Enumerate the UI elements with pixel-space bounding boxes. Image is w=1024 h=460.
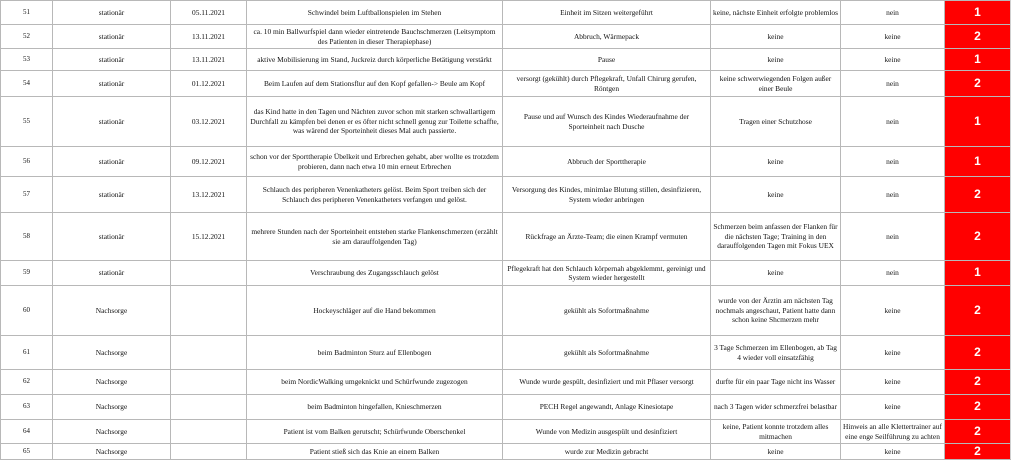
date-cell: 13.11.2021 [171,49,247,71]
date-cell [171,395,247,420]
setting-cell: Nachsorge [53,286,171,336]
severity-cell: 2 [945,420,1011,444]
staff-cell: keine [841,370,945,395]
staff-cell: nein [841,1,945,25]
severity-cell: 1 [945,147,1011,177]
staff-cell: nein [841,71,945,97]
setting-cell: stationär [53,213,171,261]
consequence-cell: keine [711,147,841,177]
staff-cell: nein [841,177,945,213]
row-number: 59 [1,261,53,286]
action-cell: Abbruch, Wärmepack [503,25,711,49]
table-row [1,71,1011,97]
staff-cell: nein [841,147,945,177]
event-cell: Beim Laufen auf dem Stationsflur auf den Kopf gefallen-> Beule am Kopf [247,71,503,97]
date-cell [171,261,247,286]
setting-cell: stationär [53,177,171,213]
action-cell: Pause und auf Wunsch des Kindes Wiederaufnahme der Sporteinheit nach Dusche [503,97,711,147]
event-cell: Schwindel beim Luftballonspielen im Stehen [247,1,503,25]
severity-cell: 2 [945,370,1011,395]
event-cell: mehrere Stunden nach der Sporteinheit entstehen starke Flankenschmerzen (erzählt sie am darauffolgenden Tag) [247,213,503,261]
table-row [1,147,1011,177]
severity-cell: 1 [945,97,1011,147]
event-cell: Patient ist vom Balken gerutscht; Schürfwunde Oberschenkel [247,420,503,444]
row-number: 53 [1,49,53,71]
action-cell: wurde zur Medizin gebracht [503,444,711,460]
event-cell: ca. 10 min Ballwurfspiel dann wieder eintretende Bauchschmerzen (Leitsymptom des Patienten in dieser Therapiephase) [247,25,503,49]
severity-cell: 2 [945,71,1011,97]
action-cell: Wunde von Medizin ausgespült und desinfiziert [503,420,711,444]
event-cell: beim NordicWalking umgeknickt und Schürfwunde zugezogen [247,370,503,395]
consequence-cell: durfte für ein paar Tage nicht ins Wasser [711,370,841,395]
row-number: 61 [1,336,53,370]
setting-cell: stationär [53,261,171,286]
table-row [1,213,1011,261]
action-cell: gekühlt als Sofortmaßnahme [503,286,711,336]
table-row [1,444,1011,460]
severity-cell: 1 [945,49,1011,71]
consequence-cell: keine schwerwiegenden Folgen außer einer Beule [711,71,841,97]
staff-cell: keine [841,444,945,460]
severity-cell: 2 [945,213,1011,261]
severity-cell: 2 [945,177,1011,213]
severity-cell: 2 [945,395,1011,420]
row-number: 62 [1,370,53,395]
row-number: 57 [1,177,53,213]
table-row [1,97,1011,147]
setting-cell: Nachsorge [53,336,171,370]
staff-cell: nein [841,261,945,286]
table-row [1,1,1011,25]
consequence-cell: wurde von der Ärztin am nächsten Tag nochmals angeschaut, Patient hatte dann schon keine Shcmerzen mehr [711,286,841,336]
consequence-cell: keine, Patient konnte trotzdem alles mitmachen [711,420,841,444]
setting-cell: Nachsorge [53,444,171,460]
date-cell: 01.12.2021 [171,71,247,97]
event-cell: schon vor der Sporttherapie Übelkeit und Erbrechen gehabt, aber wollte es trotzdem probieren, dann nach etwa 10 min erneut Erbrechen [247,147,503,177]
setting-cell: Nachsorge [53,395,171,420]
date-cell [171,370,247,395]
date-cell: 03.12.2021 [171,97,247,147]
consequence-cell: 3 Tage Schmerzen im Ellenbogen, ab Tag 4 wieder voll einsatzfähig [711,336,841,370]
date-cell: 05.11.2021 [171,1,247,25]
consequence-cell: keine [711,25,841,49]
event-cell: Hockeyschläger auf die Hand bekommen [247,286,503,336]
action-cell: Wunde wurde gespült, desinfiziert und mit Pflaser versorgt [503,370,711,395]
row-number: 58 [1,213,53,261]
row-number: 63 [1,395,53,420]
row-number: 55 [1,97,53,147]
setting-cell: stationär [53,49,171,71]
date-cell: 15.12.2021 [171,213,247,261]
setting-cell: stationär [53,147,171,177]
consequence-cell: keine [711,261,841,286]
row-number: 64 [1,420,53,444]
setting-cell: Nachsorge [53,420,171,444]
table-row [1,177,1011,213]
table-row [1,420,1011,444]
severity-cell: 2 [945,286,1011,336]
severity-cell: 1 [945,261,1011,286]
consequence-cell: keine [711,444,841,460]
staff-cell: keine [841,395,945,420]
staff-cell: keine [841,286,945,336]
table-row [1,370,1011,395]
consequence-cell: keine [711,177,841,213]
consequence-cell: Tragen einer Schutzhose [711,97,841,147]
table-row [1,261,1011,286]
staff-cell: nein [841,97,945,147]
sheet-edge [1010,0,1024,459]
table-row [1,25,1011,49]
action-cell: Pause [503,49,711,71]
event-cell: das Kind hatte in den Tagen und Nächten zuvor schon mit starken schwallartigem Durchfall zu kämpfen bei denen er es öfter nicht schnell genug zur Toilette schaffte, was wärend der Sporteinheit dieses Mal auch passierte. [247,97,503,147]
action-cell: versorgt (gekühlt) durch Pflegekraft, Unfall Chirurg gerufen, Röntgen [503,71,711,97]
date-cell: 13.12.2021 [171,177,247,213]
event-cell: Schlauch des peripheren Venenkatheters gelöst. Beim Sport treiben sich der Schlauch des peripheren Venenkatheters verfangen und gelöst. [247,177,503,213]
staff-cell: keine [841,336,945,370]
event-cell: Verschraubung des Zugangsschlauch gelöst [247,261,503,286]
table-row [1,395,1011,420]
event-cell: Patient stieß sich das Knie an einem Balken [247,444,503,460]
consequence-cell: Schmerzen beim anfassen der Flanken für die nächsten Tage; Training in den darauffolgenden Tagen mit Fokus UEX [711,213,841,261]
setting-cell: stationär [53,71,171,97]
date-cell: 09.12.2021 [171,147,247,177]
date-cell [171,444,247,460]
action-cell: Einheit im Sitzen weitergeführt [503,1,711,25]
action-cell: Pflegekraft hat den Schlauch körpernah abgeklemmt, gereinigt und System wieder hergestellt [503,261,711,286]
date-cell [171,336,247,370]
staff-cell: keine [841,49,945,71]
table-row [1,49,1011,71]
row-number: 65 [1,444,53,460]
event-cell: beim Badminton hingefallen, Knieschmerzen [247,395,503,420]
action-cell: PECH Regel angewandt, Anlage Kinesiotape [503,395,711,420]
action-cell: Rückfrage an Ärzte-Team; die einen Krampf vermuten [503,213,711,261]
date-cell [171,420,247,444]
date-cell: 13.11.2021 [171,25,247,49]
staff-cell: keine [841,25,945,49]
severity-cell: 2 [945,25,1011,49]
setting-cell: stationär [53,1,171,25]
staff-cell: Hinweis an alle Klettertrainer auf eine enge Seilführung zu achten [841,420,945,444]
severity-cell: 2 [945,336,1011,370]
date-cell [171,286,247,336]
severity-cell: 2 [945,444,1011,460]
severity-cell: 1 [945,1,1011,25]
action-cell: Abbruch der Sporttherapie [503,147,711,177]
row-number: 54 [1,71,53,97]
table-row [1,336,1011,370]
consequence-cell: keine [711,49,841,71]
row-number: 56 [1,147,53,177]
setting-cell: Nachsorge [53,370,171,395]
action-cell: gekühlt als Sofortmaßnahme [503,336,711,370]
row-number: 51 [1,1,53,25]
consequence-cell: keine, nächste Einheit erfolgte problemlos [711,1,841,25]
table-row [1,286,1011,336]
row-number: 52 [1,25,53,49]
setting-cell: stationär [53,25,171,49]
row-number: 60 [1,286,53,336]
setting-cell: stationär [53,97,171,147]
event-cell: beim Badminton Sturz auf Ellenbogen [247,336,503,370]
action-cell: Versorgung des Kindes, minimlae Blutung stillen, desinfizieren, System wieder anbringen [503,177,711,213]
staff-cell: nein [841,213,945,261]
event-cell: aktive Mobilisierung im Stand, Juckreiz durch körperliche Betätigung verstärkt [247,49,503,71]
consequence-cell: nach 3 Tagen wider schmerzfrei belastbar [711,395,841,420]
